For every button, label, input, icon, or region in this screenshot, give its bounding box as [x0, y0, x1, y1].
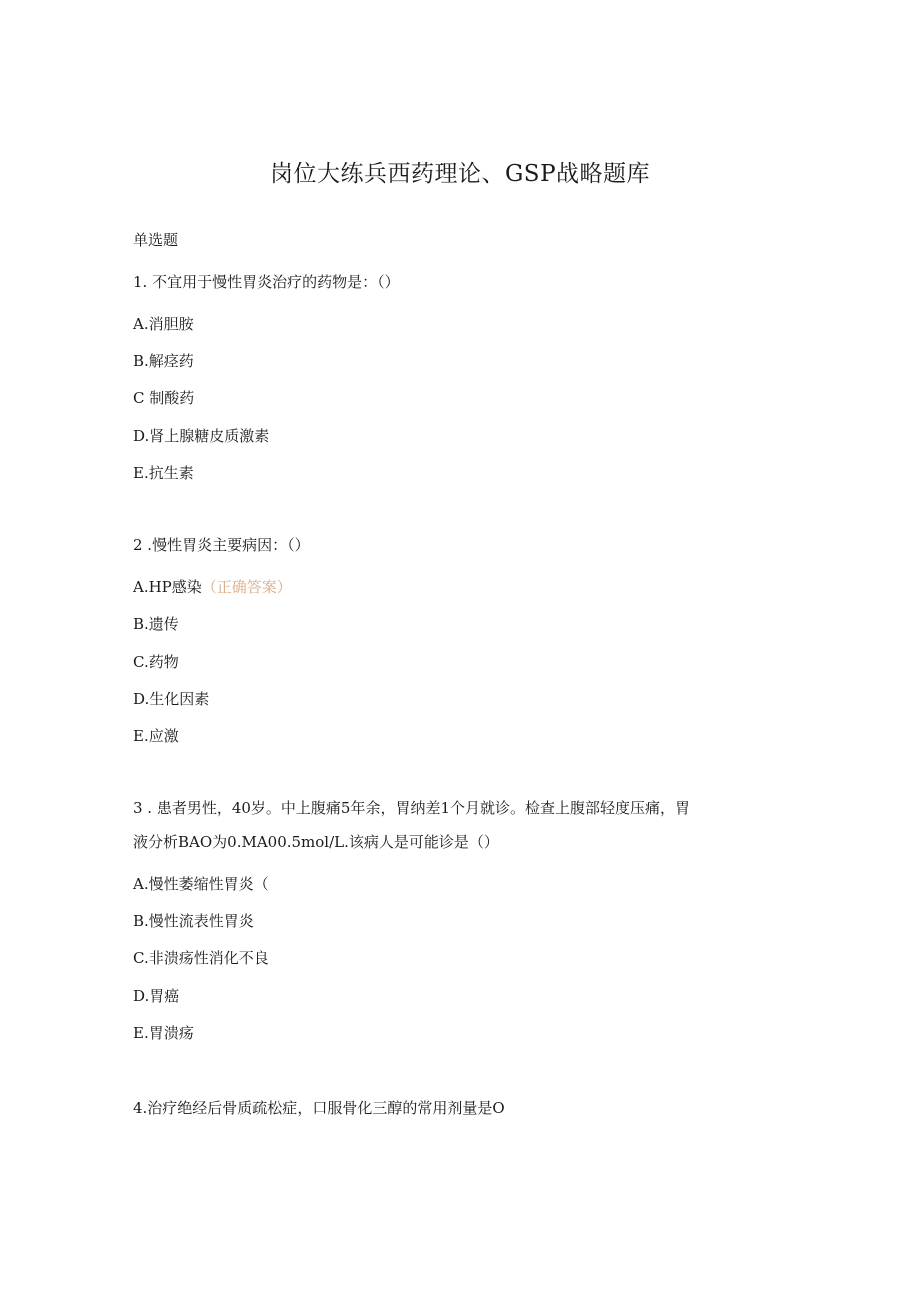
question-1-stem: 1. 不宜用于慢性胃炎治疗的药物是：（）: [133, 273, 400, 291]
question-1-option-c: C 制酸药: [133, 389, 195, 407]
question-3-option-b: B.慢性流表性胃炎: [133, 912, 254, 930]
question-1-option-d: D.肾上腺糖皮质激素: [133, 427, 270, 445]
question-2-stem: 2 .慢性胃炎主要病因：（）: [133, 536, 310, 554]
question-2-option-a: A.HP感染: [133, 578, 202, 596]
question-3-option-c: C.非溃疡性消化不良: [133, 949, 269, 967]
question-4-stem: 4.治疗绝经后骨质疏松症，口服骨化三醇的常用剂量是O: [133, 1099, 505, 1117]
question-1-option-b: B.解痉药: [133, 352, 194, 370]
question-3-option-d: D.胃癌: [133, 987, 180, 1005]
question-2-option-d: D.生化因素: [133, 690, 210, 708]
question-3-option-e: E.胃溃疡: [133, 1024, 194, 1042]
question-3-stem-line2: 液分析BAO为0.MA00.5mol/L.该病人是可能诊是（）: [133, 833, 499, 851]
correct-answer-mark: （正确答案）: [201, 578, 292, 596]
question-2-option-c: C.药物: [133, 653, 179, 671]
question-3-stem-line1: 3 . 患者男性，40岁。中上腹痛5年余，胃纳差1个月就诊。检查上腹部轻度压痛，胃: [133, 799, 691, 817]
question-2-option-a-row: [133, 577, 292, 597]
question-3-option-a: A.慢性萎缩性胃炎（: [133, 875, 269, 893]
question-1-option-a: A.消胆胺: [133, 315, 194, 333]
section-heading: 单选题: [133, 231, 179, 249]
question-2-option-e: E.应激: [133, 727, 179, 745]
question-1-option-e: E.抗生素: [133, 464, 194, 482]
page-title: 岗位大练兵西药理论、GSP战略题库: [269, 161, 651, 187]
question-2-option-b: B.遗传: [133, 615, 179, 633]
